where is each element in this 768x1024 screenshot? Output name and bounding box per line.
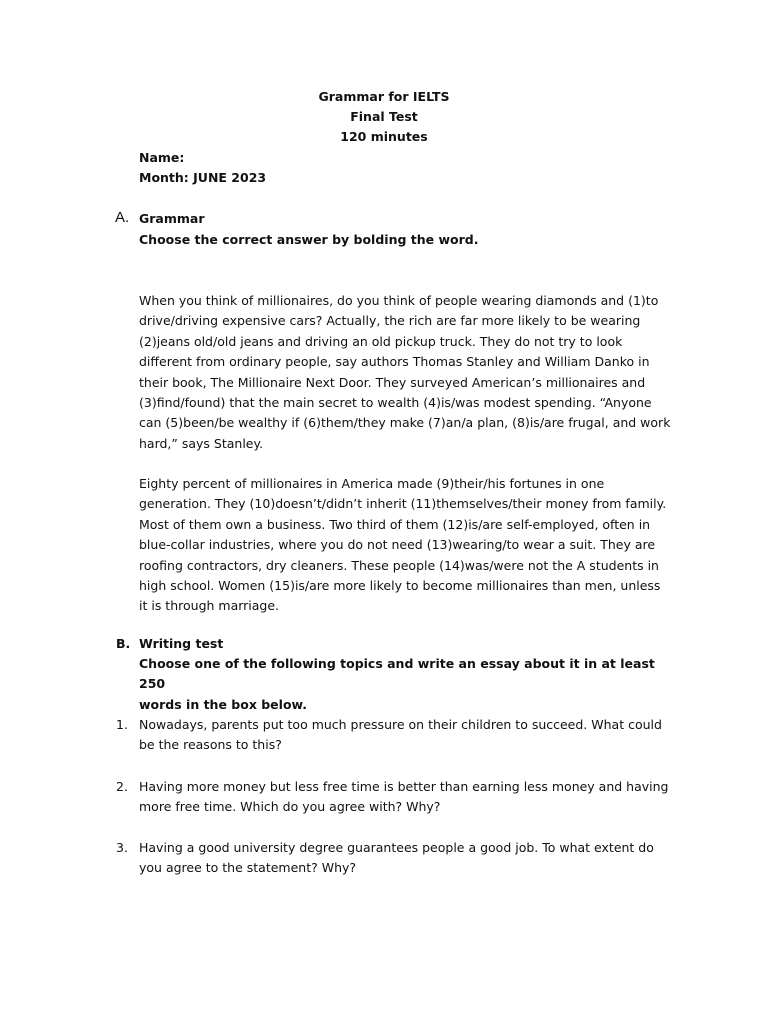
test-duration: 120 minutes xyxy=(340,129,428,144)
month-label: Month: JUNE 2023 xyxy=(139,170,267,185)
topic-number: 1. xyxy=(116,717,128,732)
section-a-marker: A. xyxy=(115,209,130,226)
document-title: Grammar for IELTS xyxy=(318,89,450,104)
topic-item: Having a good university degree guarantees people a good job. To what extent do you agree to the statement? Why? xyxy=(139,840,654,876)
section-b-heading: Writing test xyxy=(139,636,224,651)
topic-number: 2. xyxy=(116,779,128,794)
section-a-heading: Grammar xyxy=(139,211,205,226)
topic-number: 3. xyxy=(116,840,128,855)
grammar-paragraph-1: When you think of millionaires, do you think of people wearing diamonds and (1)to drive/driving expensive cars? Actually, the rich are far more likely to be wearing (2)jeans old/old jeans and driving an old pickup truck. They do not try to look different from ordinary people, say authors Thomas Stanley and William Danko in their book, The Millionaire Next Door. They surveyed American’s millionaires and (3)find/found) that the main secret to wealth (4)is/was modest spending. “Anyone can (5)been/be wealthy if (6)them/they make (7)an/a plan, (8)is/are frugal, and work hard,” says Stanley. xyxy=(139,293,671,451)
topic-item: Having more money but less free time is better than earning less money and having more free time. Which do you agree with? Why? xyxy=(139,779,669,815)
grammar-paragraph-2: Eighty percent of millionaires in America made (9)their/his fortunes in one generation. They (10)doesn’t/didn’t inherit (11)themselves/their money from family. Most of them own a business. Two third of them (12)is/are self-employed, often in blue-collar industries, where you do not need (13)wearing/to wear a suit. They are roofing contractors, dry cleaners. These people (14)was/were not the A students in high school. Women (15)is/are more likely to become millionaires than men, unless it is through marriage. xyxy=(139,476,667,614)
section-b-marker: B. xyxy=(116,636,131,651)
topic-item: Nowadays, parents put too much pressure on their children to succeed. What could be the reasons to this? xyxy=(139,717,662,753)
document-subtitle: Final Test xyxy=(350,109,418,124)
section-a-instruction: Choose the correct answer by bolding the word. xyxy=(139,232,479,247)
name-label: Name: xyxy=(139,150,185,165)
section-b-instruction: Choose one of the following topics and write an essay about it in at least 250 words in the box below. xyxy=(139,656,655,712)
